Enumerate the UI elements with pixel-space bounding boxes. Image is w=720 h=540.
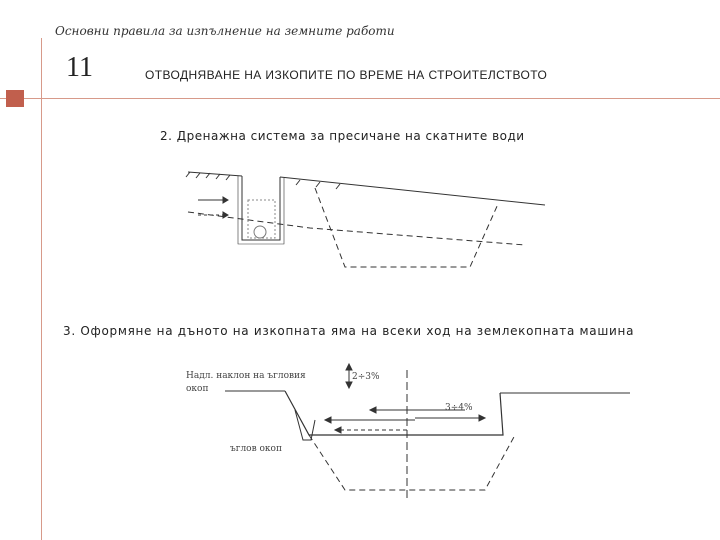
water-table-line (188, 212, 525, 245)
slide-heading: ОТВОДНЯВАНЕ НА ИЗКОПИТЕ ПО ВРЕМЕ НА СТРОИТЕЛСТВОТО (145, 68, 548, 82)
drainage-diagram (180, 160, 550, 280)
label-slope: Надл. наклон на ъгловия окоп (186, 371, 306, 394)
rule-square (6, 90, 24, 107)
item-2-text: 2. Дренажна система за пресичане на скатните води (160, 129, 525, 143)
excavation-outline (315, 188, 498, 267)
label-corner-ditch: ъглов окоп (230, 444, 282, 454)
course-title: Основни правила за изпълнение на земните работи (55, 24, 395, 38)
slide-number: 11 (66, 52, 93, 83)
excavation-profile (285, 391, 503, 435)
rule-bar (0, 98, 720, 99)
rule-vertical (41, 38, 42, 540)
drain-pipe (254, 226, 266, 238)
label-percent-inner: 3÷4% (445, 403, 473, 413)
label-percent-top: 2÷3% (352, 372, 380, 382)
item-3-text: 3. Оформяне на дъното на изкопната яма на всеки ход на землекопната машина (63, 324, 635, 338)
